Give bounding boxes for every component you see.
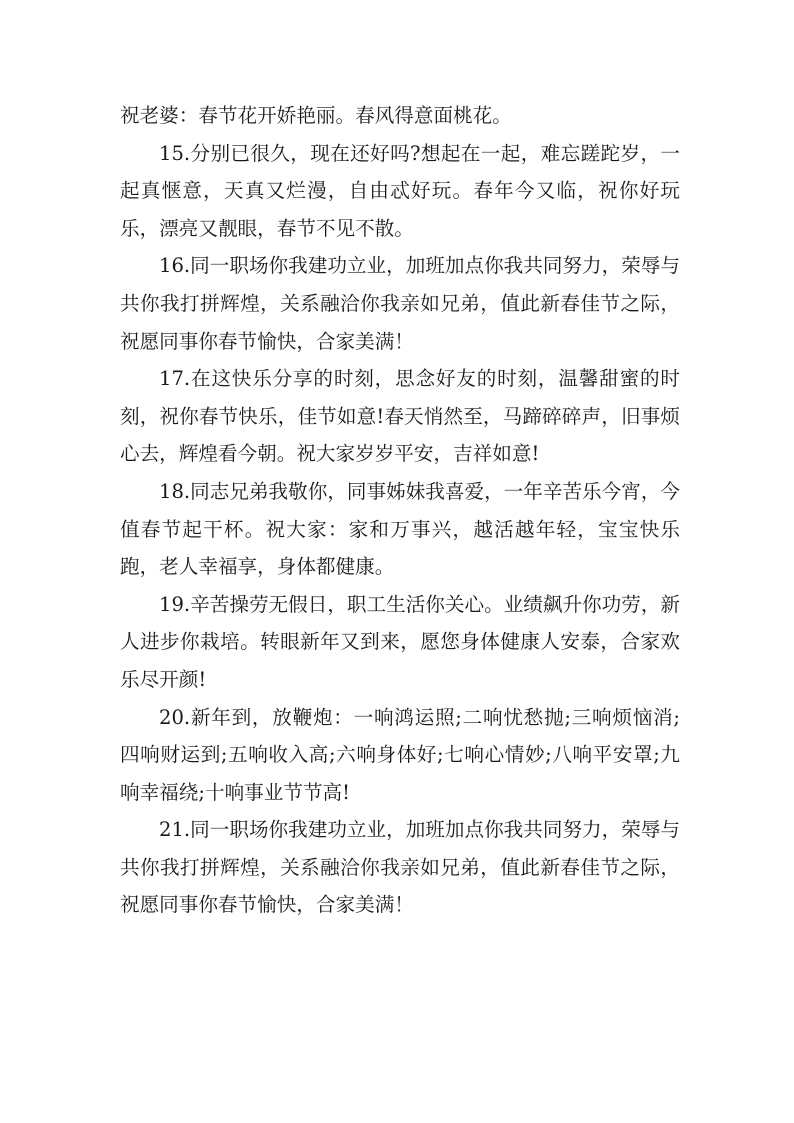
- paragraph-item-17: 17.在这快乐分享的时刻，思念好友的时刻，温馨甜蜜的时刻，祝你春节快乐，佳节如意!春天悄然至，马蹄碎碎声，旧事烦心去，辉煌看今朝。祝大家岁岁平安，吉祥如意!: [120, 367, 680, 466]
- paragraph-item-16: 16.同一职场你我建功立业，加班加点你我共同努力，荣辱与共你我打拼辉煌，关系融洽你我亲如兄弟，值此新春佳节之际，祝愿同事你春节愉快，合家美满！: [120, 254, 681, 353]
- paragraph-continuation: 祝老婆：春节花开娇艳丽。春风得意面桃花。: [120, 104, 512, 127]
- paragraph-item-18: 18.同志兄弟我敬你，同事姊妹我喜爱，一年辛苦乐今宵，今值春节起干杯。祝大家：家和万事兴，越活越年轻，宝宝快乐跑，老人幸福享，身体都健康。: [120, 479, 681, 579]
- paragraph-item-20: 20.新年到，放鞭炮：一响鸿运照;二响忧愁抛;三响烦恼消;四响财运到;五响收入高;六响身体好;七响心情妙;八响平安罩;九响幸福绕;十响事业节节高!: [120, 705, 680, 804]
- paragraph-item-15: 15.分别已很久，现在还好吗?想起在一起，难忘蹉跎岁，一起真惬意，天真又烂漫，自由忒好玩。春年今又临，祝你好玩乐，漂亮又靓眼，春节不见不散。: [120, 141, 680, 240]
- document-body: [120, 97, 680, 924]
- paragraph-item-21: 21.同一职场你我建功立业，加班加点你我共同努力，荣辱与共你我打拼辉煌，关系融洽你我亲如兄弟，值此新春佳节之际，祝愿同事你春节愉快，合家美满！: [120, 818, 681, 917]
- paragraph-item-19: 19.辛苦操劳无假日，职工生活你关心。业绩飙升你功劳，新人进步你栽培。转眼新年又到来，愿您身体健康人安泰，合家欢乐尽开颜!: [120, 592, 681, 691]
